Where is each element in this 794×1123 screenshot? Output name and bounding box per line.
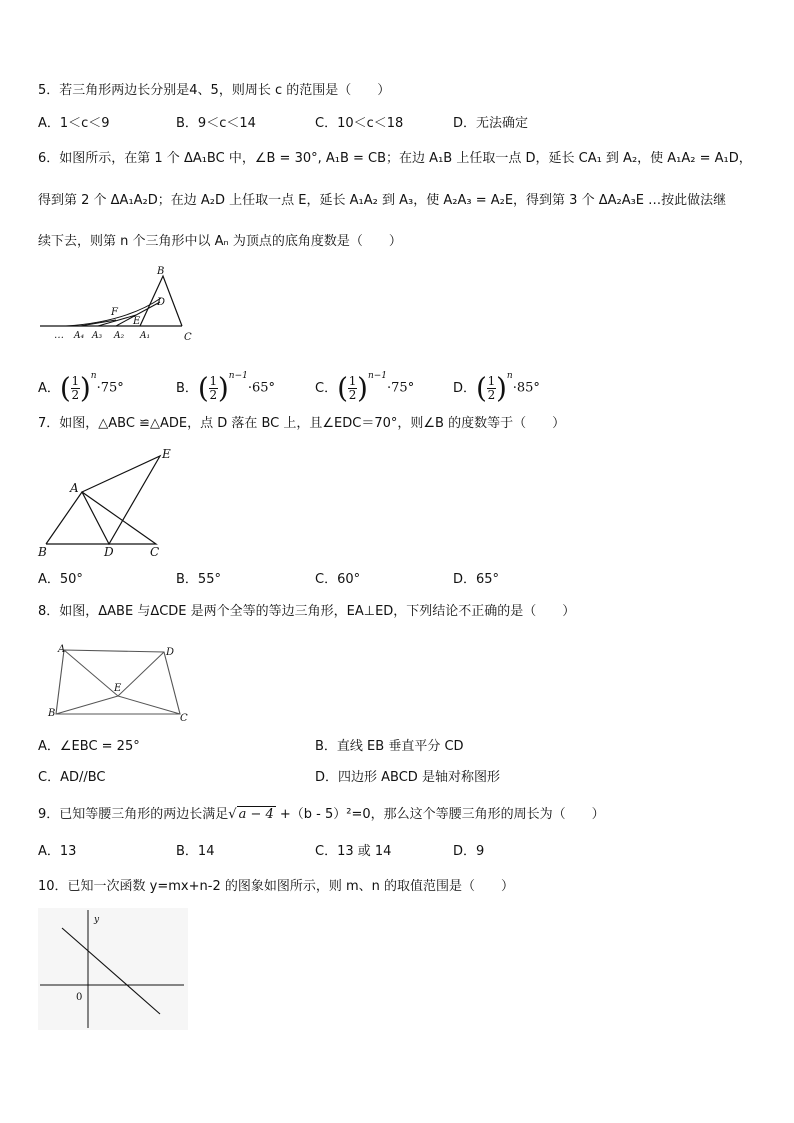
- q6-label-dots: …: [54, 330, 64, 341]
- q7-option-b: B．55°: [176, 572, 221, 587]
- q7-option-d: D．65°: [453, 572, 500, 587]
- q10-label-origin: 0: [76, 992, 83, 1003]
- q6-stem-line1: 6．如图所示，在第 1 个 ΔA₁BC 中，∠B = 30°, A₁B = CB；在边 A₁B 上任取一点 D，延长 CA₁ 到 A₂，使 A₁A₂ = A₁D，: [38, 151, 752, 166]
- q6-label-c: C: [184, 332, 192, 343]
- q5-option-b: B．9＜c＜14: [176, 116, 256, 131]
- q6-label-b: B: [157, 266, 165, 277]
- q8-label-d: D: [166, 647, 175, 658]
- q8-label-c: C: [180, 713, 188, 724]
- q10-graph: [38, 908, 188, 1030]
- q6-label-a2: A₂: [114, 331, 125, 341]
- q6-option-d: D．( $\frac{1}{2}$ )$^n$·85°: [453, 371, 540, 405]
- q5-stem: 5．若三角形两边长分别是4、5，则周长 c 的范围是（ ）: [38, 83, 391, 98]
- q6-label-f: F: [111, 307, 118, 318]
- q9-option-a: A．13: [38, 844, 77, 859]
- q6-label-a1: A₁: [140, 331, 151, 341]
- q9-stem: 9．已知等腰三角形的两边长满足√ a − 4 +（b - 5）²=0，那么这个等腰三角形的周长为（ ）: [38, 807, 605, 822]
- q8-label-a: A: [58, 644, 66, 655]
- q7-option-a: A．50°: [38, 572, 83, 587]
- q8-label-e: E: [114, 683, 122, 694]
- q7-option-c: C．60°: [315, 572, 361, 587]
- q7-label-b: B: [38, 545, 47, 559]
- q6-label-a3: A₃: [92, 331, 103, 341]
- q5-option-c: C．10＜c＜18: [315, 116, 404, 131]
- q6-stem-line2: 得到第 2 个 ΔA₁A₂D；在边 A₂D 上任取一点 E，延长 A₁A₂ 到 A₃，使 A₂A₃ = A₂E，得到第 3 个 ΔA₂A₃E …按此做法继: [38, 193, 727, 208]
- q9-option-c: C．13 或 14: [315, 844, 392, 859]
- q9-stem-before: 9．已知等腰三角形的两边长满足: [38, 807, 229, 822]
- q5-option-a: A．1＜c＜9: [38, 116, 110, 131]
- q9-option-b: B．14: [176, 844, 215, 859]
- q5-option-d: D．无法确定: [453, 116, 529, 131]
- q7-label-e: E: [162, 447, 171, 461]
- q8-figure: [40, 640, 200, 730]
- q9-option-d: D．9: [453, 844, 485, 859]
- q8-stem: 8．如图，ΔABE 与ΔCDE 是两个全等的等边三角形，EA⊥ED，下列结论不正确的是（ ）: [38, 604, 576, 619]
- q7-figure: [36, 444, 186, 562]
- q6-option-a: A．( $\frac{1}{2}$ )$^n$·75°: [38, 371, 124, 405]
- q6-stem-line3: 续下去，则第 n 个三角形中以 Aₙ 为顶点的底角度数是（ ）: [38, 234, 402, 249]
- q9-stem-after: +（b - 5）²=0，那么这个等腰三角形的周长为（ ）: [275, 807, 605, 822]
- q8-label-b: B: [48, 708, 56, 719]
- q10-label-y: y: [94, 915, 100, 925]
- q7-label-c: C: [150, 545, 160, 559]
- q10-stem: 10．已知一次函数 y=mx+n-2 的图象如图所示，则 m、n 的取值范围是（ ）: [38, 879, 515, 894]
- q6-figure: [36, 262, 206, 344]
- q6-option-b: B．( $\frac{1}{2}$ )$^{n-1}$·65°: [176, 371, 276, 405]
- q8-option-c: C．AD//BC: [38, 770, 106, 785]
- q9-radicand: a − 4: [238, 807, 274, 822]
- q6-label-a4: A₄: [74, 331, 85, 341]
- q8-option-a: A．∠EBC = 25°: [38, 739, 140, 754]
- q7-label-d: D: [104, 545, 114, 559]
- q7-label-a: A: [70, 481, 79, 495]
- q7-stem: 7．如图，△ABC ≌△ADE，点 D 落在 BC 上，且∠EDC＝70°，则∠B 的度数等于（ ）: [38, 416, 566, 431]
- q8-option-b: B．直线 EB 垂直平分 CD: [315, 739, 464, 754]
- q8-option-d: D．四边形 ABCD 是轴对称图形: [315, 770, 500, 785]
- q6-label-d: D: [157, 297, 166, 308]
- q6-label-e: E: [133, 316, 141, 327]
- q6-option-c: C．( $\frac{1}{2}$ )$^{n-1}$·75°: [315, 371, 415, 405]
